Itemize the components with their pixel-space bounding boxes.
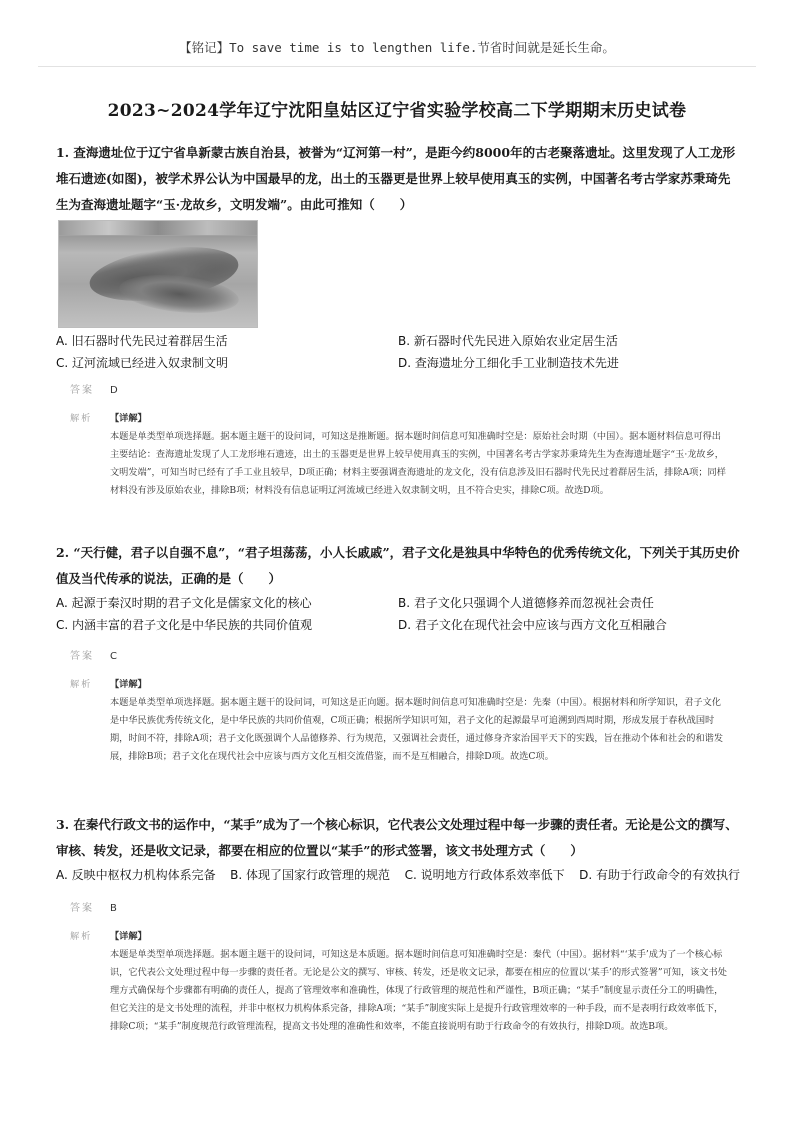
options xyxy=(56,864,740,886)
option-d[interactable]: D. 君子文化在现代社会中应该与西方文化互相融合 xyxy=(398,618,667,632)
option-a[interactable]: A. 旧石器时代先民过着群居生活 xyxy=(56,334,228,348)
option-c[interactable]: C. 说明地方行政体系效率低下 xyxy=(404,868,565,882)
answer-value: C xyxy=(110,651,117,662)
chahai-dragon-stone-photo xyxy=(58,220,258,328)
answer-row xyxy=(56,648,740,666)
motto-header: 【铭记】To save time is to lengthen life.节省时间就是延长生命。 xyxy=(179,40,615,55)
exam-title: 2023~2024学年辽宁沈阳皇姑区辽宁省实验学校高二下学期期末历史试卷 xyxy=(107,101,687,121)
analysis-row xyxy=(56,676,740,766)
question-stem: 2. “天行健，君子以自强不息”，“君子坦荡荡，小人长戚戚”，君子文化是独具中华特色的优秀传统文化，下列关于其历史价值及当代传承的说法，正确的是（ ） xyxy=(56,545,740,586)
analysis-row xyxy=(56,410,740,500)
answer-label: 答案 xyxy=(70,903,94,914)
header-divider xyxy=(38,66,756,67)
option-b[interactable]: B. 新石器时代先民进入原始农业定居生活 xyxy=(398,334,618,348)
analysis-row xyxy=(56,928,740,1036)
option-d[interactable]: D. 有助于行政命令的有效执行 xyxy=(579,868,740,882)
explanation-text: 本题是单类型单项选择题。据本题主题干的设问词，可知这是正向题。据本题时间信息可知准确时空是：先秦（中国）。根据材料和所学知识，君子文化是中华民族优秀传统文化，是中华民族的共同价值观，C项正确；根据所学知识可知，君子文化的起源最早可追溯到西周时期，形成发展于春秋战国时期，时间不符，排除A项；君子文化既强调个人品德修养、行为规范，又强调社会责任，通过修身齐家治国平天下的实践，旨在推动个体和社会的和谐发展，排除B项；君子文化在现代社会中应该与西方文化互相交流借鉴，而不是互相融合，排除D项。故选C项。 xyxy=(110,697,724,762)
option-b[interactable]: B. 君子文化只强调个人道德修养而忽视社会责任 xyxy=(398,596,654,610)
option-d[interactable]: D. 查海遗址分工细化手工业制造技术先进 xyxy=(398,356,619,370)
analysis-label: 解析 xyxy=(70,931,93,942)
question-stem: 3. 在秦代行政文书的运作中，“某手”成为了一个核心标识，它代表公文处理过程中每一步骤的责任者。无论是公文的撰写、审核、转发，还是收文记录，都要在相应的位置以“某手”的形式签署，该文书处理方式（ ） xyxy=(56,817,738,858)
option-a[interactable]: A. 起源于秦汉时期的君子文化是儒家文化的核心 xyxy=(56,596,312,610)
answer-row xyxy=(56,900,740,918)
explanation-text: 本题是单类型单项选择题。据本题主题干的设问词，可知这是推断题。据本题时间信息可知准确时空是：原始社会时期（中国）。据本题材料信息可得出主要结论：查海遗址发现了人工龙形堆石遗迹，出土的玉器更是世界上较早使用真玉的实例，中国著名考古学家苏秉琦先生为查海遗址题字“玉·龙故乡，文明发端”，可知当时已经有了手工业且较早，D项正确；材料主要强调查海遗址的龙文化，没有信息涉及旧石器时代先民过着群居生活，排除A项；同样材料没有涉及原始农业，排除B项；材料没有信息证明辽河流域已经进入奴隶制文明，且不符合史实，排除C项。故选D项。 xyxy=(110,431,726,496)
options xyxy=(56,330,740,374)
question-3 xyxy=(56,812,740,1036)
detail-heading: 【详解】 xyxy=(110,679,147,690)
detail-heading: 【详解】 xyxy=(110,413,147,424)
option-a[interactable]: A. 反映中枢权力机构体系完备 xyxy=(56,868,216,882)
analysis-label: 解析 xyxy=(70,413,93,424)
analysis-label: 解析 xyxy=(70,679,93,690)
explanation-text: 本题是单类型单项选择题。据本题主题干的设问词，可知这是本质题。据本题时间信息可知准确时空是：秦代（中国）。据材料“‘某手’成为了一个核心标识，它代表公文处理过程中每一步骤的责任者。无论是公文的撰写、审核、转发，还是收文记录，都要在相应的位置以‘某手’的形式签署”可知，该文书处理方式确保每个步骤都有明确的责任人，提高了管理效率和准确性，体现了行政管理的规范性和严谨性，B项正确；“某手”制度显示责任分工的明确性，但它关注的是文书处理的流程，并非中枢权力机构体系完备，排除A项；“某手”制度实际上是提升行政管理效率的一种手段，而不是表明行政效率低下，排除C项；“某手”制度规范行政管理流程，提高文书处理的准确性和效率，不能直接说明有助于行政命令的有效执行，排除D项。故选B项。 xyxy=(110,949,727,1032)
option-b[interactable]: B. 体现了国家行政管理的规范 xyxy=(230,868,391,882)
question-stem: 1. 查海遗址位于辽宁省阜新蒙古族自治县，被誉为“辽河第一村”，是距今约8000年的古老聚落遗址。这里发现了人工龙形堆石遗迹(如图)，被学术界公认为中国最早的龙，出土的玉器更是世界上较早使用真玉的实例，中国著名考古学家苏秉琦先生为查海遗址题字“玉·龙故乡，文明发端”。由此可推知（ ） xyxy=(56,145,736,212)
options xyxy=(56,592,740,636)
answer-row xyxy=(56,382,740,400)
question-1 xyxy=(56,140,740,500)
answer-value: B xyxy=(110,903,117,914)
option-c[interactable]: C. 辽河流域已经进入奴隶制文明 xyxy=(56,356,229,370)
answer-value: D xyxy=(110,385,118,396)
option-c[interactable]: C. 内涵丰富的君子文化是中华民族的共同价值观 xyxy=(56,618,313,632)
answer-label: 答案 xyxy=(70,385,94,396)
detail-heading: 【详解】 xyxy=(110,931,147,942)
question-2 xyxy=(56,540,740,766)
answer-label: 答案 xyxy=(70,651,94,662)
